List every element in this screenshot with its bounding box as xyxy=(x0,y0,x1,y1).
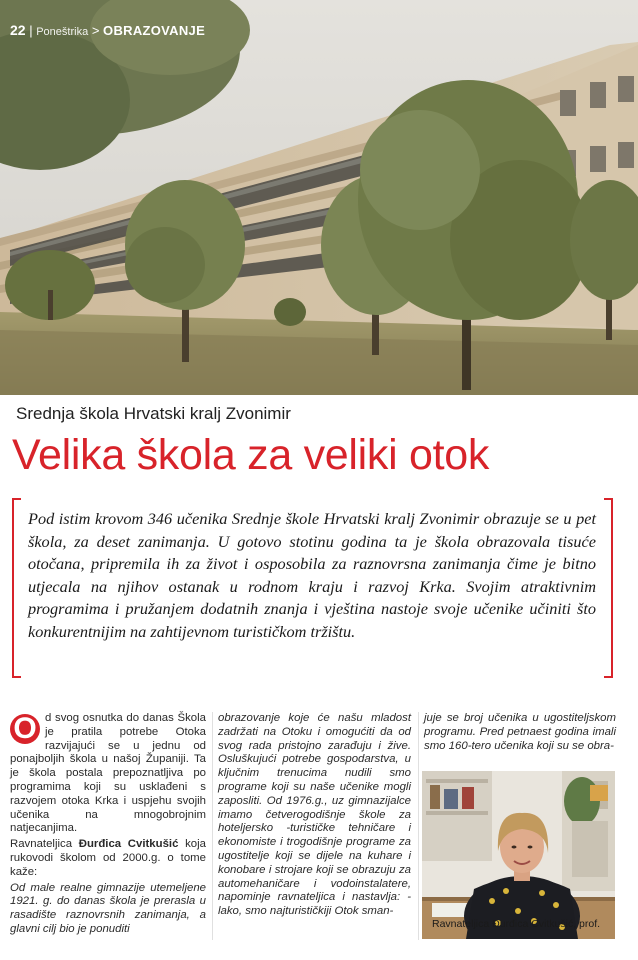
principal-portrait-photo-icon xyxy=(422,771,615,939)
paragraph-text: Ravnateljica xyxy=(10,838,79,851)
section-name: Poneštrika xyxy=(36,26,89,38)
article-lead: Pod istim krovom 346 učenika Srednje škole Hrvatski kralj Zvonimir obrazuje se u pet škola, za deset zanimanja. U gotovo stotinu godina ta je škola obrazovala tisuće otočana, pripremila ih za život i osposobila za raznovrsna zanimanja čime je bitno utjecala na njihov ostanak u rodnom kraju i razvoj Krka. Svojim atraktivnim programima i pružanjem dodatnih znanja i vještina nastoje svoje učenike učiniti što konkurentnijim na zahtijevnom turističkom tržištu. xyxy=(28,509,596,641)
hero-photo xyxy=(0,0,638,395)
page-number: 22 xyxy=(10,22,26,38)
bracket-right xyxy=(604,498,613,678)
breadcrumb-separator: > xyxy=(91,23,100,38)
page-header: 22 | Poneštrika > OBRAZOVANJE xyxy=(10,22,206,38)
column-divider xyxy=(418,712,419,940)
article-column-1 xyxy=(10,712,206,939)
paragraph-text: d svog osnutka do danas Škola je pratila potrebe Otoka razvijajući se u jednu od ponajboljih škola u našoj Županiji. Ta je škola postala prepoznatljiva po programima koji su usklađeni s razvojem otoka Krka i uspjehu svojih učenika na mnogobrojnim natjecanjima. xyxy=(10,712,206,835)
article-column-3 xyxy=(424,712,616,755)
paragraph xyxy=(10,712,206,836)
subsection-name: OBRAZOVANJE xyxy=(103,23,206,38)
bracket-left xyxy=(12,498,21,678)
paragraph: juje se broj učenika u ugostiteljskom programu. Pred petnaest godina imali smo 160-tero učenika koji su se obra- xyxy=(424,712,616,752)
article-headline: Velika škola za veliki otok xyxy=(12,431,490,479)
lead-box xyxy=(12,498,613,678)
article-kicker: Srednja škola Hrvatski kralj Zvonimir xyxy=(16,404,291,423)
quote-paragraph: Od male realne gimnazije utemeljene 1921. g. do danas škola je prerasla u rasadište raznovrsnih zanimanja, a glavni cilj bio je ponuditi xyxy=(10,881,206,935)
principal-photo xyxy=(422,771,615,939)
principal-name: Đurđica Cvitkušić xyxy=(78,838,179,851)
article-column-2 xyxy=(218,712,411,921)
school-building-photo-icon xyxy=(0,0,638,395)
drop-cap: O xyxy=(10,714,40,744)
photo-caption: Ravnateljica Đurđica Cvitkušić, prof. xyxy=(432,918,601,930)
column-divider xyxy=(212,712,213,940)
paragraph xyxy=(10,838,206,879)
paragraph: obrazovanje koje će našu mladost zadržati na Otoku i omogućiti da od svog rada pristojno zarađuju i žive. Osluškujući potrebe gospodarstva, u ključnim trenucima nudili smo programe koji su naše učenike mogli zaposliti. Od 1976.g., uz gimnazijalce imamo četverogodišnje škole za hoteljersko -turističke tehničare i ekonomiste i trogodišnje programe za ugostiteljе koji se dijele na kuhare i konobare i strojare koji se obrazuju za automehaničare i vodoinstalatere, napominje ravnateljica i nastavlja: - lako, smo najturističkiji Otok sman- xyxy=(218,712,411,918)
paragraph-text: koja rukovodi školom od 2000.g. o tome kaže: xyxy=(10,838,206,878)
